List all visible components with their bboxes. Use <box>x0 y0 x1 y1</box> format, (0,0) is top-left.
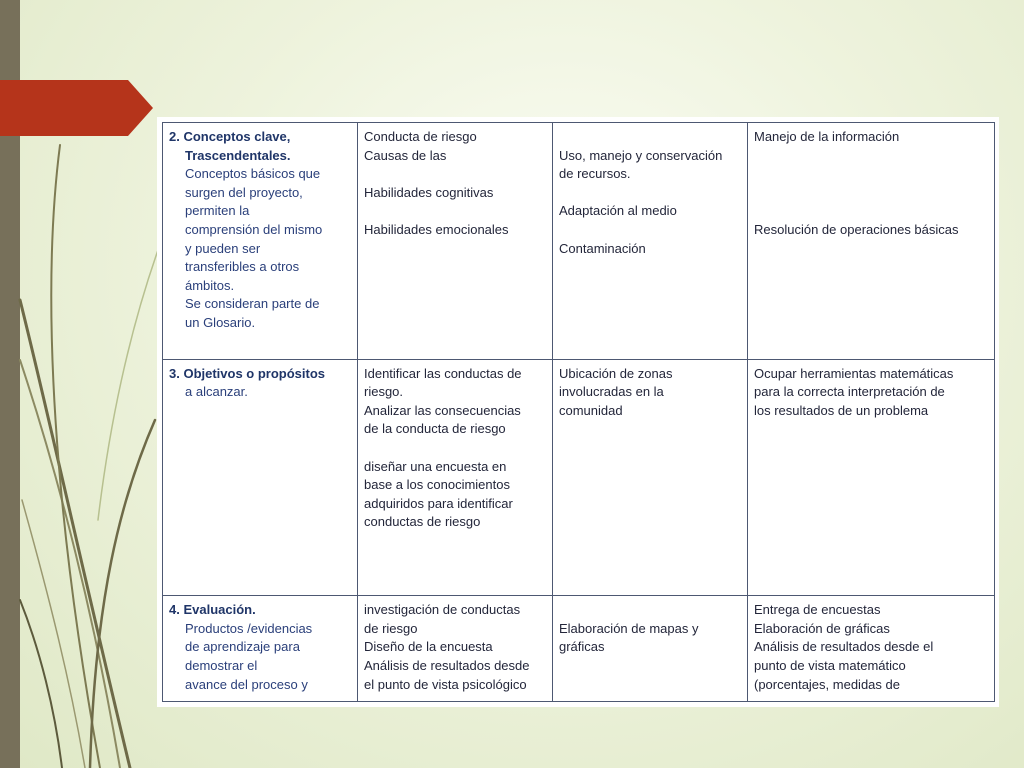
table-image-frame <box>157 117 999 707</box>
cell-text-line: Entrega de encuestas <box>754 602 881 618</box>
cell-text-line: Elaboración de mapas y <box>559 620 699 636</box>
topic-description-line: Productos /evidencias <box>185 620 313 636</box>
cell-text-line: de riesgo <box>364 620 418 636</box>
table-cell-4 <box>748 123 995 360</box>
table-row <box>163 359 995 596</box>
cell-text-line <box>364 202 546 221</box>
cell-text-line <box>754 184 988 203</box>
table-cell-4 <box>748 596 995 702</box>
cell-text-line: punto de vista matemático <box>754 658 906 674</box>
cell-text-line: el punto de vista psicológico <box>364 676 527 692</box>
cell-text-line: diseñar una encuesta en <box>364 458 507 474</box>
cell-text-line: de recursos. <box>559 166 631 182</box>
table-cell-2 <box>358 596 553 702</box>
cell-text-line: Ocupar herramientas matemáticas <box>754 365 954 381</box>
topic-description-line: demostrar el <box>185 658 258 674</box>
topic-heading: 4. Evaluación. <box>169 602 256 618</box>
topic-description-line: Conceptos básicos que <box>185 166 321 182</box>
cell-text-line: adquiridos para identificar <box>364 495 513 511</box>
cell-text-line: comunidad <box>559 402 623 418</box>
topic-description-line: ámbitos. <box>185 277 235 293</box>
cell-text-line <box>364 439 546 458</box>
topic-description-line: comprensión del mismo <box>185 221 323 237</box>
cell-text-line: Adaptación al medio <box>559 203 677 219</box>
cell-text-line: riesgo. <box>364 384 404 400</box>
cell-text-line: Conducta de riesgo <box>364 129 477 144</box>
cell-text-line: Manejo de la información <box>754 129 900 144</box>
cell-text-line: Analizar las consecuencias <box>364 402 521 418</box>
table-cell-3 <box>553 596 748 702</box>
cell-text-line <box>364 165 546 184</box>
table-cell-3 <box>553 123 748 360</box>
cell-text-line: involucradas en la <box>559 384 664 400</box>
cell-text-line <box>559 221 741 240</box>
topic-description-line: Se consideran parte de <box>185 296 320 312</box>
cell-text-line: (porcentajes, medidas de <box>754 676 900 692</box>
cell-text-line: Causas de las <box>364 147 447 163</box>
table-cell-4 <box>748 359 995 596</box>
content-table <box>162 122 995 702</box>
cell-text-line: Análisis de resultados desde el <box>754 639 934 655</box>
cell-text-line <box>559 128 741 147</box>
cell-text-line: gráficas <box>559 639 605 655</box>
cell-text-line <box>754 147 988 166</box>
table-cell-topic <box>163 123 358 360</box>
table-row <box>163 123 995 360</box>
topic-description-line: transferibles a otros <box>185 259 300 275</box>
cell-text-line: Resolución de operaciones básicas <box>754 221 959 237</box>
topic-description-line: surgen del proyecto, <box>185 184 303 200</box>
table-cell-3 <box>553 359 748 596</box>
cell-text-line: conductas de riesgo <box>364 514 481 530</box>
table-cell-topic <box>163 596 358 702</box>
table-cell-2 <box>358 359 553 596</box>
topic-description-line: a alcanzar. <box>185 384 248 400</box>
cell-text-line <box>754 202 988 221</box>
arrow-tab-shape <box>0 80 153 136</box>
topic-description-line: de aprendizaje para <box>185 639 300 655</box>
cell-text-line: investigación de conductas <box>364 602 521 618</box>
cell-text-line: Elaboración de gráficas <box>754 620 890 636</box>
cell-text-line: Diseño de la encuesta <box>364 639 493 655</box>
table-cell-topic <box>163 359 358 596</box>
cell-text-line: para la correcta interpretación de <box>754 384 945 400</box>
cell-text-line: de la conducta de riesgo <box>364 421 506 437</box>
table-row <box>163 596 995 702</box>
topic-heading: 3. Objetivos o propósitos <box>169 365 326 381</box>
cell-text-line: Ubicación de zonas <box>559 365 673 381</box>
topic-heading: Trascendentales. <box>185 147 291 163</box>
topic-description-line: y pueden ser <box>185 240 261 256</box>
cell-text-line <box>559 184 741 203</box>
topic-heading: 2. Conceptos clave, <box>169 129 291 144</box>
cell-text-line: Habilidades emocionales <box>364 221 509 237</box>
cell-text-line <box>754 165 988 184</box>
topic-description-line: un Glosario. <box>185 314 256 330</box>
cell-text-line: Habilidades cognitivas <box>364 184 494 200</box>
cell-text-line <box>559 601 741 620</box>
cell-text-line: Uso, manejo y conservación <box>559 147 723 163</box>
topic-description-line: avance del proceso y <box>185 676 308 692</box>
topic-description-line: permiten la <box>185 203 250 219</box>
cell-text-line: Identificar las conductas de <box>364 365 522 381</box>
cell-text-line: Análisis de resultados desde <box>364 658 530 674</box>
table-cell-2 <box>358 123 553 360</box>
cell-text-line: los resultados de un problema <box>754 402 929 418</box>
cell-text-line: Contaminación <box>559 240 646 256</box>
cell-text-line: base a los conocimientos <box>364 477 510 493</box>
